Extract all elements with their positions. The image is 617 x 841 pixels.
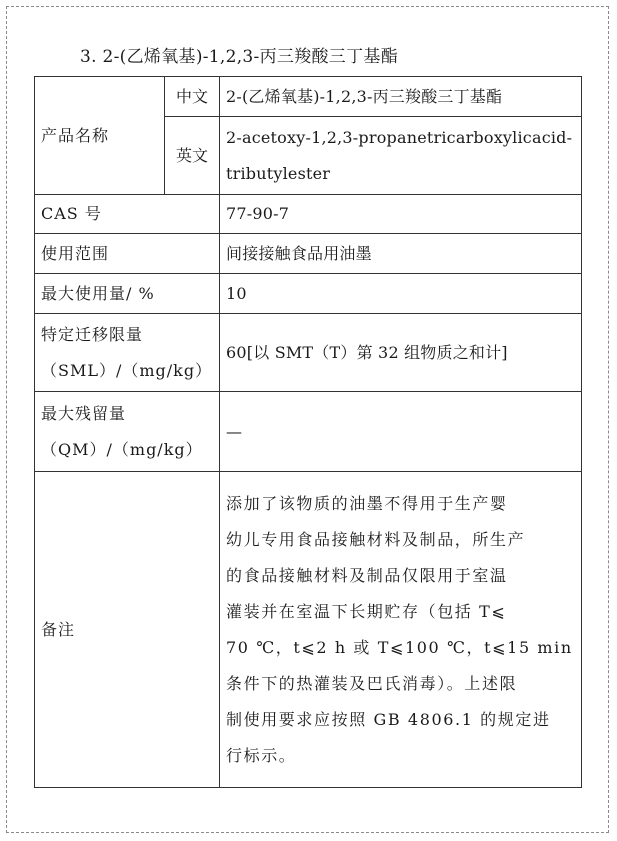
remarks-line: 条件下的热灌装及巴氏消毒）。上述限 [226, 673, 518, 693]
english-name-line-1: 2-acetoxy-1,2,3-propanetricarboxylicacid- [226, 127, 573, 147]
qm-label-line-2: （QM）/（mg/kg） [41, 439, 203, 459]
english-label: 英文 [165, 117, 220, 195]
qm-label [35, 392, 220, 472]
qm-value: — [220, 392, 582, 472]
substance-table [34, 76, 582, 788]
row-qm [35, 392, 582, 472]
remarks-line: 灌装并在室温下长期贮存（包括 T⩽ [226, 601, 507, 621]
remarks-line: 添加了该物质的油墨不得用于生产婴 [226, 493, 508, 513]
row-product-name-zh [35, 77, 582, 117]
remarks-line: 幼儿专用食品接触材料及制品，所生产 [226, 529, 526, 549]
sml-value: 60[以 SMT（T）第 32 组物质之和计] [220, 314, 582, 392]
row-remarks [35, 472, 582, 788]
remarks-value [220, 472, 582, 788]
cas-label: CAS 号 [35, 195, 220, 234]
row-max-use [35, 274, 582, 314]
remarks-label: 备注 [35, 472, 220, 788]
row-sml [35, 314, 582, 392]
scope-value: 间接接触食品用油墨 [220, 234, 582, 274]
sml-label [35, 314, 220, 392]
product-name-label: 产品名称 [35, 77, 165, 195]
max-use-value: 10 [220, 274, 582, 314]
sml-label-line-2: （SML）/（mg/kg） [41, 360, 213, 380]
row-cas [35, 195, 582, 234]
chinese-label: 中文 [165, 77, 220, 117]
scope-label: 使用范围 [35, 234, 220, 274]
max-use-label: 最大使用量/ % [35, 274, 220, 314]
section-heading: 3. 2-(乙烯氧基)-1,2,3-丙三羧酸三丁基酯 [80, 47, 398, 67]
remarks-line: 70 ℃，t⩽2 h 或 T⩽100 ℃，t⩽15 min [226, 637, 573, 657]
remarks-line: 行标示。 [226, 745, 297, 765]
remarks-line: 的食品接触材料及制品仅限用于室温 [226, 565, 508, 585]
english-name-value [220, 117, 582, 195]
sml-label-line-1: 特定迁移限量 [41, 324, 144, 344]
remarks-line: 制使用要求应按照 GB 4806.1 的规定进 [226, 709, 551, 729]
cas-value: 77-90-7 [220, 195, 582, 234]
chinese-name-value: 2-(乙烯氧基)-1,2,3-丙三羧酸三丁基酯 [220, 77, 582, 117]
english-name-line-2: tributylester [226, 163, 331, 183]
qm-label-line-1: 最大残留量 [41, 403, 127, 423]
row-scope [35, 234, 582, 274]
